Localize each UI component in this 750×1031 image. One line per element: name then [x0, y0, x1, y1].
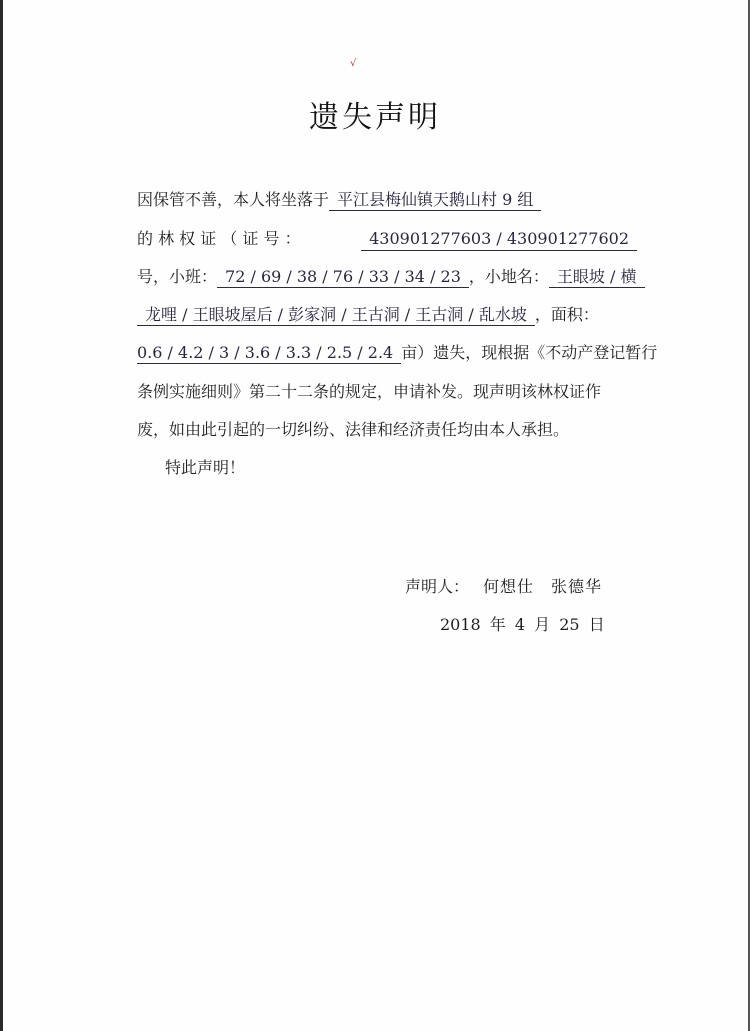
cert-label: 的 林 权 证 （ 证 号 ：: [137, 229, 301, 248]
place-name-label: ，小地名：: [468, 267, 549, 286]
subclass-label: 号，小班：: [137, 267, 218, 286]
signature-block: [405, 574, 602, 597]
location-field: 平江县梅仙镇天鹅山村 9 组: [329, 190, 541, 211]
document-title: 遗失声明: [309, 100, 441, 135]
body-line-4: [137, 305, 637, 325]
subclass-field: 72 / 69 / 38 / 76 / 33 / 34 / 23: [217, 267, 469, 288]
scan-edge-left: [0, 0, 3, 1031]
place-name-field-1: 王眼坡 / 横: [549, 267, 645, 288]
body-line-7: 废，如由此引起的一切纠纷、法律和经济责任均由本人承担。: [137, 420, 570, 439]
check-mark: √: [350, 58, 357, 69]
signature-label: 声明人：: [405, 577, 470, 596]
body-line-3: [137, 267, 637, 287]
signer-names: 何想仕 张德华: [483, 577, 603, 596]
closing-statement: 特此声明！: [165, 458, 246, 477]
body-line-1-prefix: 因保管不善，本人将坐落于: [137, 190, 330, 209]
body-line-2: [137, 229, 637, 251]
body-line-5-text: 亩）遗失，现根据《不动产登记暂行: [401, 343, 658, 362]
body-line-1: [137, 190, 637, 210]
area-label: ，面积：: [534, 305, 599, 324]
cert-number-field: 430901277603 / 430901277602: [361, 229, 637, 251]
place-name-field-2: 龙哩 / 王眼坡屋后 / 彭家洞 / 王古洞 / 王古洞 / 乱水坡: [137, 305, 535, 326]
body-line-5: [137, 343, 658, 363]
area-field: 0.6 / 4.2 / 3 / 3.6 / 3.3 / 2.5 / 2.4: [137, 343, 401, 364]
body-line-6: 条例实施细则》第二十二条的规定，申请补发。现声明该林权证作: [137, 382, 602, 401]
document-date: 2018 年 4 月 25 日: [440, 615, 605, 634]
